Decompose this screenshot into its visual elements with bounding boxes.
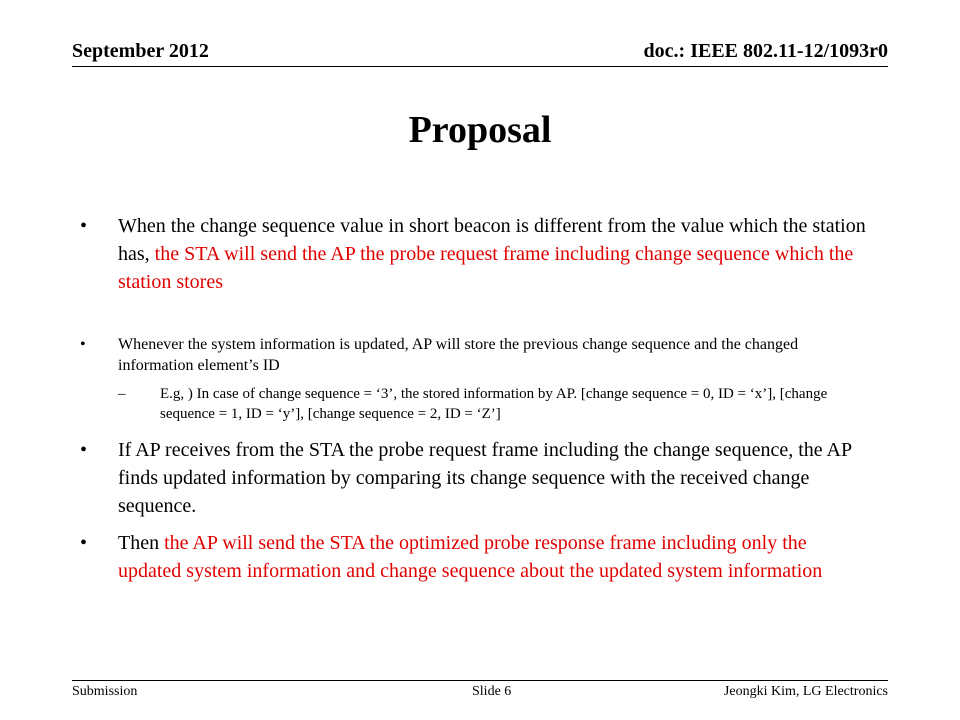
bullet-text-red: the AP will send the STA the optimized probe response frame including only the updated system information and change sequence about the updated system information (118, 532, 823, 582)
sub-bullet-text: E.g, ) In case of change sequence = ‘3’, the stored information by AP. [change sequence = 0, ID = ‘x’], [change sequence = 1, ID = ‘y’], [change sequence = 2, ID = ‘Z’] (160, 386, 828, 422)
header-divider (72, 66, 888, 67)
bullet-marker: • (80, 532, 88, 554)
header-doc-id: doc.: IEEE 802.11-12/1093r0 (643, 40, 888, 62)
sub-bullet-item (118, 384, 870, 424)
header-date: September 2012 (72, 40, 209, 62)
footer-slide-number: Slide 6 (472, 684, 512, 699)
bullet-text-black: When the change sequence value in short beacon is different from the value which the station has, (118, 215, 866, 265)
bullet-item-2 (80, 334, 870, 376)
footer-author: Jeongki Kim, LG Electronics (723, 684, 888, 699)
bullet-text-black: Then (118, 532, 165, 554)
bullet-text-red: the STA will send the AP the probe request frame including change sequence which the station stores (118, 243, 854, 293)
slide-content (80, 212, 870, 585)
slide-title: Proposal (408, 109, 552, 151)
bullet-item-3 (80, 436, 870, 520)
bullet-text: Whenever the system information is updated, AP will store the previous change sequence and the changed information element’s ID (118, 336, 799, 374)
bullet-marker: • (80, 215, 88, 237)
footer-submission: Submission (72, 684, 138, 699)
bullet-marker: • (80, 439, 88, 461)
bullet-item-1 (80, 212, 870, 296)
bullet-item-4 (80, 529, 870, 585)
bullet-text: If AP receives from the STA the probe request frame including the change sequence, the AP finds updated information by comparing its change sequence with the received change sequence. (118, 439, 852, 517)
bullet-marker: • (80, 336, 86, 353)
footer-divider (72, 680, 888, 681)
sub-bullet-marker: – (118, 386, 126, 402)
